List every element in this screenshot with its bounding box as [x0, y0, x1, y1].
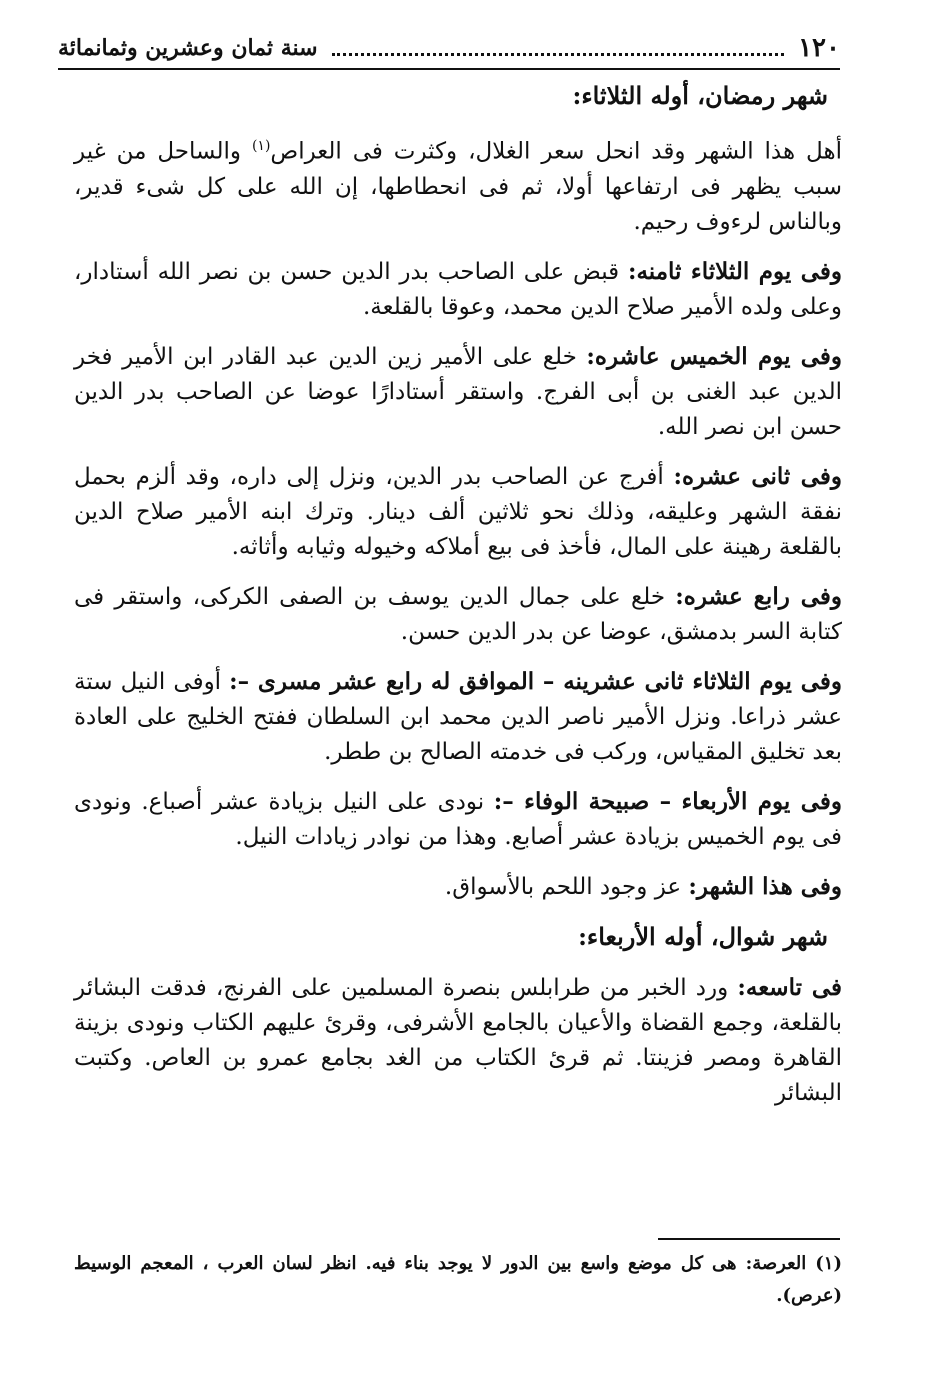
paragraph-text: أهل هذا الشهر وقد انحل سعر الغلال، وكثرت فى العراص: [270, 138, 842, 165]
paragraph: [74, 129, 842, 240]
entry-text: خلع على الأمير زين الدين عبد القادر ابن الأمير فخر الدين عبد الغنى بن أبى الفرج. واستقر أستادارًا عوضا عن الصاحب بدر الدين حسن ابن نصر الله.: [74, 343, 842, 440]
month-heading-ramadan: شهر رمضان، أوله الثلاثاء:: [572, 81, 828, 110]
footnote: (١) العرصة: هى كل موضع واسع بين الدور لا يوجد بناء فيه. انظر لسان العرب ، المعجم الوسيط (عرص).: [74, 1253, 842, 1306]
entry-text: خلع على جمال الدين يوسف بن الصفى الكركى، واستقر فى كتابة السر بدمشق، عوضا عن بدر الدين حسن.: [74, 583, 842, 645]
month-heading-shawwal: شهر شوال، أوله الأربعاء:: [578, 921, 828, 951]
footnote-rule: [658, 1238, 840, 1240]
entry-text: عز وجود اللحم بالأسواق.: [444, 873, 689, 900]
entry-date: وفى ثانى عشره:: [673, 462, 842, 490]
paragraph: [74, 970, 842, 1111]
paragraph: [74, 784, 842, 855]
entry-date: وفى يوم الخميس عاشره:: [586, 342, 842, 370]
entry-text: قبض على الصاحب بدر الدين حسن بن نصر الله أستادار، وعلى ولده الأمير صلاح الدين محمد، وعوقا بالقلعة.: [74, 258, 842, 320]
entry-date: فى تاسعه:: [737, 973, 842, 1001]
entry-text: ورد الخبر من طرابلس بنصرة المسلمين على الفرنج، فدقت البشائر بالقلعة، وجمع القضاة والأعيان بالجامع الأشرفى، وقرئ عليهم الكتاب ونودى بزينة القاهرة ومصر فزينتا. ثم قرئ الكتاب من الغد بجامع عمرو بن العاص. وكتبت البشائر: [74, 974, 842, 1106]
entry-text: أفرج عن الصاحب بدر الدين، ونزل إلى داره، وقد ألزم بحمل نفقة الشهر وعليقه، وذلك نحو ثلاثين ألف دينار. وترك ابنه الأمير صلاح الدين بالقلعة رهينة على المال، فأخذ فى بيع أملاكه وخيوله وثيابه وأثاثه.: [74, 463, 842, 560]
paragraph: [74, 869, 842, 905]
paragraph-text: والساحل من غير سبب يظهر فى ارتفاعها أولا، ثم فى انحطاطها، إن الله على كل شىء قدير، وبالناس لرءوف رحيم.: [74, 138, 842, 235]
header-dot-leader: [332, 41, 785, 56]
entry-date: وفى هذا الشهر:: [688, 872, 842, 900]
page-number: ١٢٠: [798, 33, 840, 63]
page-header: [58, 30, 840, 66]
paragraph: [74, 579, 842, 650]
entry-date: وفى يوم الثلاثاء ثانى عشرينه – الموافق له رابع عشر مسرى –:: [229, 667, 842, 695]
entry-text: أوفى النيل ستة عشر ذراعا. ونزل الأمير ناصر الدين محمد ابن السلطان ففتح الخليج على العادة بعد تخليق المقياس، وركب فى خدمته الصالح بن ططر.: [74, 668, 842, 765]
paragraph: [74, 254, 842, 325]
footnote-reference[interactable]: (١): [251, 138, 271, 154]
paragraph: [74, 459, 842, 565]
main-text: [74, 78, 842, 1125]
entry-date: وفى رابع عشره:: [675, 582, 843, 610]
header-rule: [58, 68, 840, 70]
entry-text: نودى على النيل بزيادة عشر أصباع. ونودى فى يوم الخميس بزيادة عشر أصابع. وهذا من نوادر زيادات النيل.: [74, 788, 842, 850]
entry-date: وفى يوم الأربعاء – صبيحة الوفاء –:: [493, 787, 842, 815]
paragraph: [74, 339, 842, 445]
entry-date: وفى يوم الثلاثاء ثامنه:: [627, 257, 842, 285]
running-title: سنة ثمان وعشرين وثمانمائة: [58, 35, 318, 61]
paragraph: [74, 664, 842, 770]
